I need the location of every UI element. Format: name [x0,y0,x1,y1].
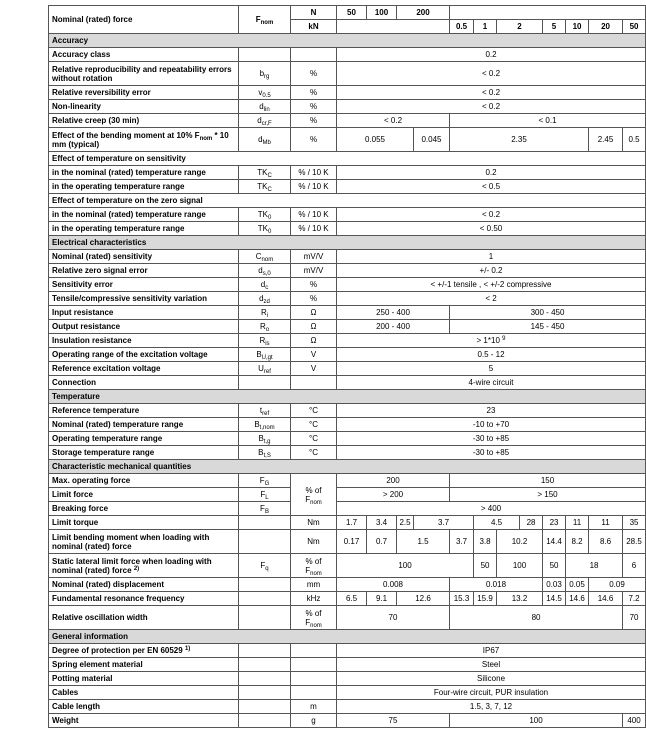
row-output-resistance: Output resistance $R_o$ Ω 200 - 400 145 - 450 [49,320,646,334]
row-sensitivity-error: Sensitivity error $d_c$ % < +/-1 tensile , < +/-2 compressive [49,278,646,292]
section-accuracy: Accuracy [49,34,646,48]
header-n-col: 100 [367,6,397,20]
row-operating-temp: Operating temperature range $B_{t,g}$ °C -30 to +85 [49,432,646,446]
header-unit-kn: kN [291,20,337,34]
row-accuracy-class: Accuracy class 0.2 [49,48,646,62]
row-oscillation: Relative oscillation width % of $F_{nom}$ 70 80 70 [49,606,646,630]
row-tkc-nominal: in the nominal (rated) temperature range $TK_C$ % / 10 K 0.2 [49,166,646,180]
row-lateral-force: Static lateral limit force when loading with nominal (rated) force $^{2)}$ $F_q$ % of $F_{nom}$ 100 50 100 50 18 6 [49,554,646,578]
header-symbol: $F_{nom}$ [239,6,291,34]
header-kn-col: 5 [543,20,566,34]
header-kn-col: 1 [474,20,497,34]
row-breaking-force: Breaking force $F_B$ > 400 [49,502,646,516]
section-electrical: Electrical characteristics [49,236,646,250]
row-temp-zero-heading: Effect of temperature on the zero signal [49,194,646,208]
row-cable-length: Cable length m 1.5, 3, 7, 12 [49,700,646,714]
row-insulation: Insulation resistance $R_{is}$ Ω > 1*10 $^9$ [49,334,646,348]
row-displacement: Nominal (rated) displacement mm 0.008 0.018 0.03 0.05 0.09 [49,578,646,592]
row-storage-temp: Storage temperature range $B_{t,S}$ °C -30 to +85 [49,446,646,460]
spec-table [48,5,646,728]
row-tkc-operating: in the operating temperature range $TK_C$ % / 10 K < 0.5 [49,180,646,194]
row-reproducibility: Relative reproducibility and repeatability errors without rotation $b_{rg}$ % < 0.2 [49,62,646,86]
row-protection: Degree of protection per EN 60529 $^{1)}$ IP67 [49,644,646,658]
section-mechanical: Characteristic mechanical quantities [49,460,646,474]
section-general: General information [49,630,646,644]
header-n-col: 50 [337,6,367,20]
header-kn-col: 0.5 [450,20,474,34]
row-reference-temp: Reference temperature $t_{ref}$ °C 23 [49,404,646,418]
spec-sheet [48,5,642,728]
row-ref-excitation: Reference excitation voltage $U_{ref}$ V 5 [49,362,646,376]
row-bending-effect: Effect of the bending moment at 10% $F_{nom} * 10$ mm (typical) $d_{Mb}$ % 0.055 0.045 2.35 2.45 0.5 [49,128,646,152]
header-blank [337,20,450,34]
row-cables: Cables Four-wire circuit, PUR insulation [49,686,646,700]
row-spring-material: Spring element material Steel [49,658,646,672]
row-limit-force: Limit force $F_L$ > 200 > 150 [49,488,646,502]
row-connection: Connection 4-wire circuit [49,376,646,390]
row-excitation-range: Operating range of the excitation voltage $B_{U,gt}$ V 0.5 - 12 [49,348,646,362]
row-potting: Potting material Silicone [49,672,646,686]
header-kn-col: 20 [589,20,623,34]
header-kn-col: 10 [566,20,589,34]
row-creep: Relative creep (30 min) $d_{cr,F}$ % < 0.2 < 0.1 [49,114,646,128]
header-n-col: 200 [397,6,450,20]
row-max-force: Max. operating force $F_G$ % of $F_{nom}$ 200 150 [49,474,646,488]
row-weight: Weight g 75 100 400 [49,714,646,728]
row-temp-sens-heading: Effect of temperature on sensitivity [49,152,646,166]
header-param: Nominal (rated) force [49,6,239,34]
section-temperature: Temperature [49,390,646,404]
row-sensitivity: Nominal (rated) sensitivity $C_{nom}$ mV/V 1 [49,250,646,264]
row-resonance: Fundamental resonance frequency kHz 6.5 9.1 12.6 15.3 15.9 13.2 14.5 14.6 14.6 7.2 [49,592,646,606]
row-input-resistance: Input resistance $R_i$ Ω 250 - 400 300 - 450 [49,306,646,320]
row-zero-error: Relative zero signal error $d_{s,0}$ mV/V +/- 0.2 [49,264,646,278]
header-kn-col: 2 [497,20,543,34]
row-limit-bending: Limit bending moment when loading with nominal (rated) force Nm 0.17 0.7 1.5 3.7 3.8 10.2 14.4 8.2 8.6 28.5 [49,530,646,554]
row-tc-variation: Tensile/compressive sensitivity variation $d_{zd}$ % < 2 [49,292,646,306]
row-reversibility: Relative reversibility error $v_{0.5}$ % < 0.2 [49,86,646,100]
header-blank [450,6,646,20]
row-limit-torque: Limit torque Nm 1.7 3.4 2.5 3.7 4.5 28 23 11 11 35 [49,516,646,530]
header-row-units [49,6,646,20]
row-tk0-nominal: in the nominal (rated) temperature range $TK_0$ % / 10 K < 0.2 [49,208,646,222]
row-nominal-temp: Nominal (rated) temperature range $B_{t,nom}$ °C -10 to +70 [49,418,646,432]
header-unit-n: N [291,6,337,20]
header-kn-col: 50 [623,20,646,34]
row-tk0-operating: in the operating temperature range $TK_0$ % / 10 K < 0.50 [49,222,646,236]
row-nonlinearity: Non-linearity $d_{lin}$ % < 0.2 [49,100,646,114]
